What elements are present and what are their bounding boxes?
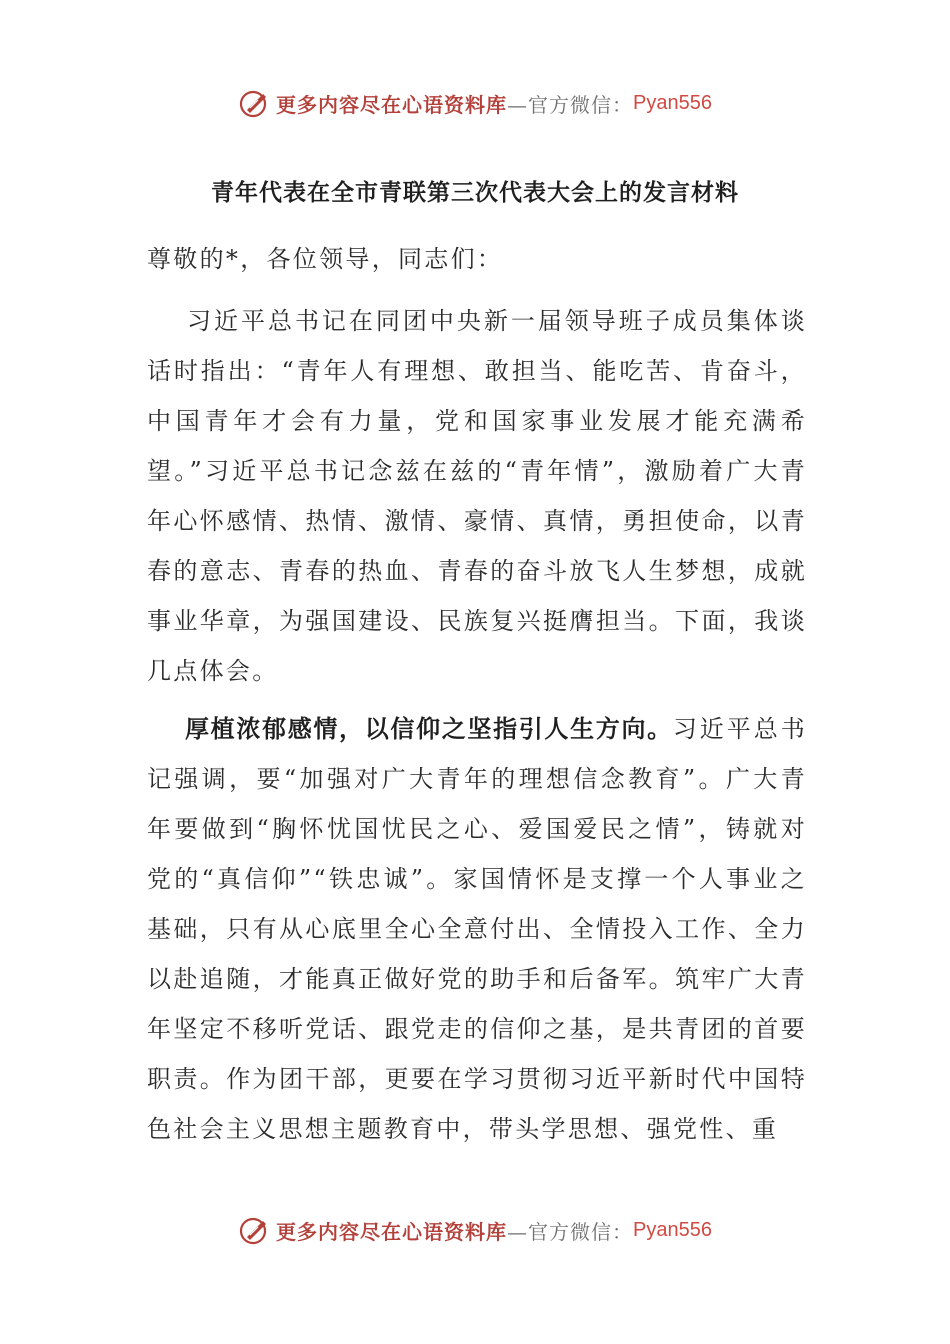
banner-site-name: 更多内容尽在心语资料库 <box>276 1219 508 1244</box>
salutation: 尊敬的*，各位领导，同志们： <box>147 245 504 273</box>
document-title: 青年代表在全市青联第三次代表大会上的发言材料 <box>211 180 739 206</box>
banner-wechat-id: Pyan556 <box>633 91 712 114</box>
banner-site-name: 更多内容尽在心语资料库 <box>276 92 508 117</box>
banner-wechat-label: —官方微信： <box>507 92 634 117</box>
banner-wechat-id: Pyan556 <box>633 1218 712 1241</box>
header-banner <box>0 83 950 123</box>
paragraph-2-body: 习近平总书记强调，要“加强对广大青年的理想信念教育”。广大青年要做到“胸怀忧国忧民之心、爱国爱民之情”，铸就对党的“真信仰”“铁忠诚”。家国情怀是支撑一个人事业之基础，只有从心底里全心全意付出、全情投入工作、全力以赴追随，才能真正做好党的助手和后备军。筑牢广大青年坚定不移听党话、跟党走的信仰之基，是共青团的首要职责。作为团干部，更要在学习贯彻习近平新时代中国特色社会主义思想主题教育中，带头学思想、强党性、重 <box>147 715 808 1143</box>
paragraph-2 <box>147 704 807 1154</box>
pen-nib-circle-icon <box>238 1213 272 1247</box>
paragraph-2-lead: 厚植浓郁感情，以信仰之坚指引人生方向。 <box>185 715 673 743</box>
pen-nib-circle-icon <box>238 86 272 120</box>
banner-wechat-label: —官方微信： <box>507 1219 634 1244</box>
footer-banner <box>0 1210 950 1250</box>
paragraph-1: 习近平总书记在同团中央新一届领导班子成员集体谈话时指出：“青年人有理想、敢担当、能吃苦、肯奋斗，中国青年才会有力量，党和国家事业发展才能充满希望。”习近平总书记念兹在兹的“青年情”，激励着广大青年心怀感情、热情、激情、豪情、真情，勇担使命，以青春的意志、青春的热血、青春的奋斗放飞人生梦想，成就事业华章，为强国建设、民族复兴挺膺担当。下面，我谈几点体会。 <box>147 307 807 685</box>
